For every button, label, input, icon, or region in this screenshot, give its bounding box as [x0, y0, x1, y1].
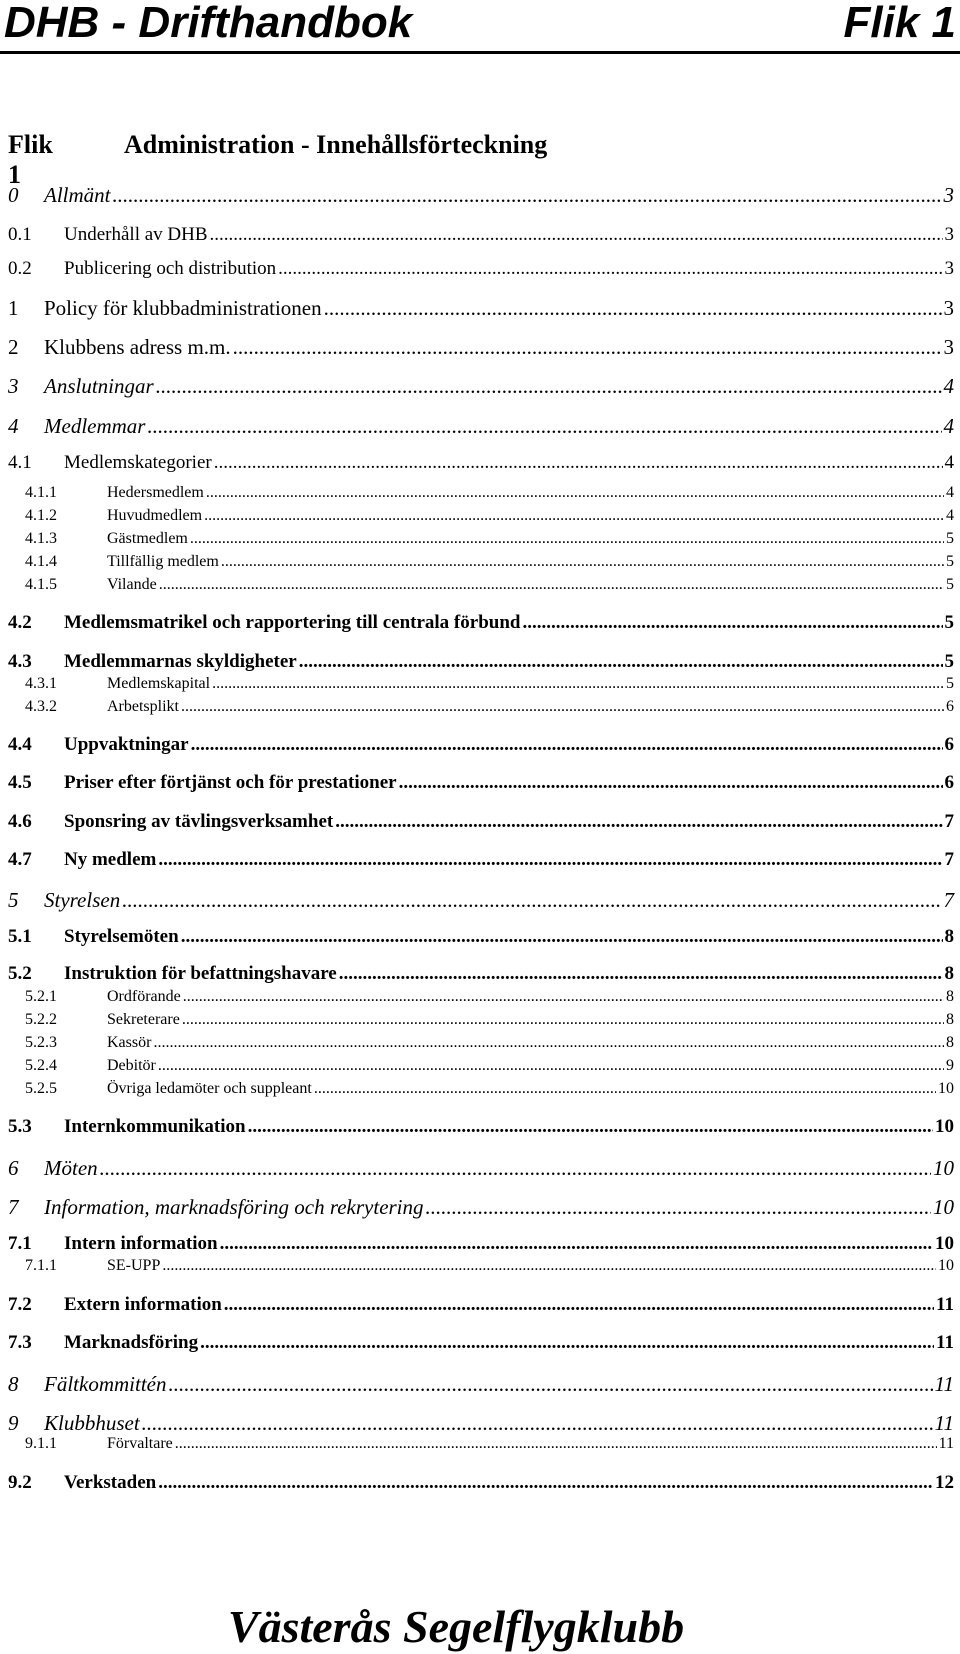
toc-entry-page: 4	[946, 484, 954, 501]
toc-entry[interactable]	[25, 1080, 954, 1098]
toc-entry[interactable]	[25, 988, 954, 1006]
dot-leader	[210, 224, 943, 246]
section-number: Flik 1	[8, 130, 53, 189]
toc-entry[interactable]	[25, 1011, 954, 1029]
toc-entry-number: 5.2.4	[25, 1057, 57, 1074]
dot-leader	[220, 1233, 933, 1255]
toc-entry-title: Policy för klubbadministrationen	[44, 296, 322, 320]
toc-entry-title: Arbetsplikt	[107, 698, 179, 715]
dot-leader	[212, 675, 944, 693]
toc-entry-title: Styrelsen	[44, 888, 121, 912]
toc-entry[interactable]	[8, 374, 954, 399]
toc-entry-title: Medlemmarnas skyldigheter	[64, 651, 297, 672]
toc-entry-page: 8	[946, 1034, 954, 1051]
toc-entry-title: SE-UPP	[107, 1257, 161, 1274]
toc-entry-title: Publicering och distribution	[64, 258, 277, 279]
toc-entry-number: 5.1	[8, 926, 32, 947]
dot-leader	[335, 811, 942, 833]
toc-entry[interactable]	[25, 1435, 954, 1453]
toc-entry-number: 0	[8, 183, 19, 207]
toc-entry-page: 7	[944, 849, 954, 870]
toc-entry-number: 9	[8, 1411, 19, 1435]
toc-entry-title: Tillfällig medlem	[107, 553, 219, 570]
dot-leader	[221, 553, 944, 571]
toc-entry-number: 5.2.3	[25, 1034, 57, 1051]
toc-entry-page: 12	[935, 1472, 954, 1493]
toc-entry-page: 10	[935, 1116, 954, 1137]
toc-entry[interactable]	[25, 1257, 954, 1275]
toc-entry-number: 4.1.4	[25, 553, 57, 570]
toc-entry[interactable]	[8, 926, 954, 948]
toc-entry-number: 3	[8, 374, 19, 398]
dot-leader	[168, 1372, 932, 1397]
toc-entry-page: 10	[933, 1195, 954, 1219]
toc-entry[interactable]	[8, 772, 954, 794]
toc-entry[interactable]	[8, 1233, 954, 1255]
toc-entry-page: 10	[938, 1080, 954, 1097]
dot-leader	[278, 258, 942, 280]
toc-entry-number: 4.4	[8, 734, 32, 755]
toc-entry-number: 9.1.1	[25, 1435, 57, 1452]
toc-entry-page: 5	[946, 553, 954, 570]
dot-leader	[191, 734, 943, 756]
toc-entry-number: 4.7	[8, 849, 32, 870]
dot-leader	[314, 1080, 936, 1098]
toc-entry-number: 5.2	[8, 963, 32, 984]
toc-entry-page: 3	[943, 296, 954, 320]
toc-entry-page: 8	[946, 1011, 954, 1028]
toc-entry-title: Vilande	[107, 576, 157, 593]
toc-entry[interactable]	[8, 734, 954, 756]
toc-entry-page: 3	[944, 224, 954, 245]
toc-entry-number: 1	[8, 296, 19, 320]
dot-leader	[200, 1332, 934, 1354]
toc-entry-title: Marknadsföring	[64, 1332, 199, 1353]
toc-entry[interactable]	[8, 1332, 954, 1354]
toc-entry-title: Information, marknadsföring och rekrytering	[44, 1195, 424, 1219]
toc-entry-number: 0.1	[8, 224, 32, 245]
toc-entry-number: 4.1	[8, 452, 32, 473]
toc-entry-title: Allmänt	[44, 183, 111, 207]
toc-entry-number: 4.1.3	[25, 530, 57, 547]
dot-leader	[100, 1156, 931, 1181]
toc-entry-page: 3	[943, 183, 954, 207]
toc-entry-title: Klubbens adress m.m.	[44, 335, 231, 359]
toc-entry-title: Styrelsemöten	[64, 926, 179, 947]
toc-entry[interactable]	[8, 849, 954, 871]
toc-entry-number: 2	[8, 335, 19, 359]
toc-entry[interactable]	[8, 258, 954, 280]
toc-entry-page: 8	[944, 926, 954, 947]
toc-entry-title: Medlemskategorier	[64, 452, 212, 473]
toc-entry-number: 7	[8, 1195, 19, 1219]
toc-entry[interactable]	[8, 1472, 954, 1494]
toc-entry-number: 7.1	[8, 1233, 32, 1254]
toc-entry-page: 6	[944, 734, 954, 755]
toc-entry-title: Medlemskapital	[107, 675, 211, 692]
toc-entry-title: Debitör	[107, 1057, 156, 1074]
toc-entry-title: Hedersmedlem	[107, 484, 204, 501]
toc-entry[interactable]	[8, 296, 954, 321]
toc-entry-title: Instruktion för befattningshavare	[64, 963, 337, 984]
toc-entry-title: Sponsring av tävlingsverksamhet	[64, 811, 334, 832]
toc-entry-page: 4	[943, 414, 954, 438]
toc-entry-number: 4.1.1	[25, 484, 57, 501]
toc-entry-page: 4	[943, 374, 954, 398]
toc-entry[interactable]	[8, 1294, 954, 1316]
toc-entry-page: 6	[944, 772, 954, 793]
dot-leader	[142, 1411, 933, 1436]
toc-entry-number: 5.2.1	[25, 988, 57, 1005]
toc-entry[interactable]	[25, 507, 954, 525]
toc-entry-title: Gästmedlem	[107, 530, 188, 547]
toc-entry[interactable]	[8, 335, 954, 360]
toc-entry[interactable]	[8, 452, 954, 474]
toc-entry-number: 4.1.2	[25, 507, 57, 524]
dot-leader	[113, 183, 942, 208]
toc-entry[interactable]	[8, 414, 954, 439]
toc-entry-title: Priser efter förtjänst och för prestationer	[64, 772, 397, 793]
toc-entry-page: 11	[936, 1294, 954, 1315]
toc-entry-number: 5	[8, 888, 19, 912]
toc-entry[interactable]	[8, 1156, 954, 1181]
toc-entry-title: Övriga ledamöter och suppleant	[107, 1080, 312, 1097]
dot-leader	[248, 1116, 933, 1138]
toc-entry[interactable]	[25, 484, 954, 502]
dot-leader	[158, 1057, 944, 1075]
toc-entry-page: 7	[944, 811, 954, 832]
dot-leader	[158, 849, 942, 871]
toc-entry-number: 4.6	[8, 811, 32, 832]
toc-entry-page: 7	[943, 888, 954, 912]
toc-entry[interactable]	[8, 1195, 954, 1220]
toc-entry-page: 5	[946, 675, 954, 692]
toc-entry[interactable]	[8, 183, 954, 208]
dot-leader	[182, 1011, 944, 1029]
toc-entry-page: 3	[944, 258, 954, 279]
dot-leader	[233, 335, 942, 360]
toc-entry-number: 7.2	[8, 1294, 32, 1315]
toc-entry[interactable]	[25, 553, 954, 571]
dot-leader	[181, 926, 943, 948]
toc-entry-number: 4	[8, 414, 19, 438]
toc-entry-number: 5.2.5	[25, 1080, 57, 1097]
dot-leader	[206, 484, 944, 502]
toc-entry[interactable]	[8, 1372, 954, 1397]
toc-entry-number: 4.3.2	[25, 698, 57, 715]
dot-leader	[181, 698, 944, 716]
toc-entry-page: 11	[938, 1435, 954, 1452]
toc-entry[interactable]	[8, 1411, 954, 1436]
toc-entry[interactable]	[8, 963, 954, 985]
page-footer	[0, 1600, 960, 1653]
toc-entry-title: Verkstaden	[64, 1472, 157, 1493]
toc-entry-page: 10	[938, 1257, 954, 1274]
dot-leader	[299, 651, 943, 673]
toc-entry[interactable]	[8, 651, 954, 673]
toc-entry[interactable]	[8, 888, 954, 913]
toc-entry-page: 6	[946, 698, 954, 715]
dot-leader	[204, 507, 944, 525]
dot-leader	[183, 988, 944, 1006]
toc-entry-page: 11	[934, 1411, 954, 1435]
toc-entry-title: Uppvaktningar	[64, 734, 189, 755]
toc-entry-title: Ordförande	[107, 988, 181, 1005]
toc-entry-title: Fältkommittén	[44, 1372, 167, 1396]
section-title: Administration - Innehållsförteckning	[124, 130, 548, 159]
toc-entry[interactable]	[25, 698, 954, 716]
toc-entry-page: 8	[944, 963, 954, 984]
toc-entry[interactable]	[25, 1034, 954, 1052]
toc-entry-number: 4.1.5	[25, 576, 57, 593]
toc-entry-title: Internkommunikation	[64, 1116, 246, 1137]
toc-entry-title: Huvudmedlem	[107, 507, 203, 524]
toc-entry-title: Underhåll av DHB	[64, 224, 208, 245]
toc-entry[interactable]	[8, 811, 954, 833]
toc-entry-page: 11	[936, 1332, 954, 1353]
toc-entry[interactable]	[25, 675, 954, 693]
toc-entry-title: Ny medlem	[64, 849, 157, 870]
dot-leader	[153, 1034, 944, 1052]
toc-entry-number: 8	[8, 1372, 19, 1396]
toc-entry-number: 7.3	[8, 1332, 32, 1353]
dot-leader	[159, 576, 944, 594]
toc-entry-title: Medlemsmatrikel och rapportering till centrala förbund	[64, 612, 521, 633]
toc-entry-page: 11	[934, 1372, 954, 1396]
dot-leader	[162, 1257, 936, 1275]
dot-leader	[426, 1195, 931, 1220]
toc-entry-number: 9.2	[8, 1472, 32, 1493]
toc-entry-page: 10	[935, 1233, 954, 1254]
dot-leader	[158, 1472, 933, 1494]
dot-leader	[339, 963, 943, 985]
toc-entry-page: 5	[946, 530, 954, 547]
dot-leader	[190, 530, 944, 548]
toc-entry-page: 5	[944, 651, 954, 672]
toc-entry[interactable]	[8, 1116, 954, 1138]
toc-entry-title: Sekreterare	[107, 1011, 180, 1028]
toc-entry-title: Intern information	[64, 1233, 218, 1254]
toc-entry[interactable]	[8, 612, 954, 634]
toc-entry-number: 6	[8, 1156, 19, 1180]
dot-leader	[224, 1294, 934, 1316]
toc-entry-page: 9	[946, 1057, 954, 1074]
toc-entry-title: Anslutningar	[44, 374, 154, 398]
toc-entry[interactable]	[25, 1057, 954, 1075]
club-name: Västerås Segelflygklubb	[227, 1601, 685, 1652]
dot-leader	[399, 772, 943, 794]
document-title: DHB - Drifthandbok	[4, 0, 413, 47]
toc-entry-page: 5	[944, 612, 954, 633]
toc-entry-page: 8	[946, 988, 954, 1005]
dot-leader	[175, 1435, 937, 1453]
toc-entry-page: 4	[944, 452, 954, 473]
toc-entry-number: 4.3	[8, 651, 32, 672]
toc-entry-page: 3	[943, 335, 954, 359]
toc-entry-title: Extern information	[64, 1294, 222, 1315]
toc-entry-number: 4.3.1	[25, 675, 57, 692]
toc-entry-page: 4	[946, 507, 954, 524]
toc-entry-title: Möten	[44, 1156, 98, 1180]
toc-entry[interactable]	[25, 576, 954, 594]
tab-label: Flik 1	[843, 0, 956, 47]
dot-leader	[147, 414, 941, 439]
toc-entry-title: Förvaltare	[107, 1435, 173, 1452]
toc-entry-page: 10	[933, 1156, 954, 1180]
toc-entry-title: Medlemmar	[44, 414, 146, 438]
toc-entry-number: 5.2.2	[25, 1011, 57, 1028]
dot-leader	[214, 452, 943, 474]
toc-entry-number: 4.2	[8, 612, 32, 633]
toc-entry-number: 5.3	[8, 1116, 32, 1137]
dot-leader	[122, 888, 941, 913]
toc-entry-number: 0.2	[8, 258, 32, 279]
toc-entry-title: Kassör	[107, 1034, 152, 1051]
toc-entry-title: Klubbhuset	[44, 1411, 140, 1435]
dot-leader	[522, 612, 942, 634]
toc-entry[interactable]	[8, 224, 954, 246]
dot-leader	[156, 374, 942, 399]
toc-entry[interactable]	[25, 530, 954, 548]
toc-entry-number: 7.1.1	[25, 1257, 57, 1274]
dot-leader	[324, 296, 942, 321]
toc-entry-number: 4.5	[8, 772, 32, 793]
toc-entry-page: 5	[946, 576, 954, 593]
